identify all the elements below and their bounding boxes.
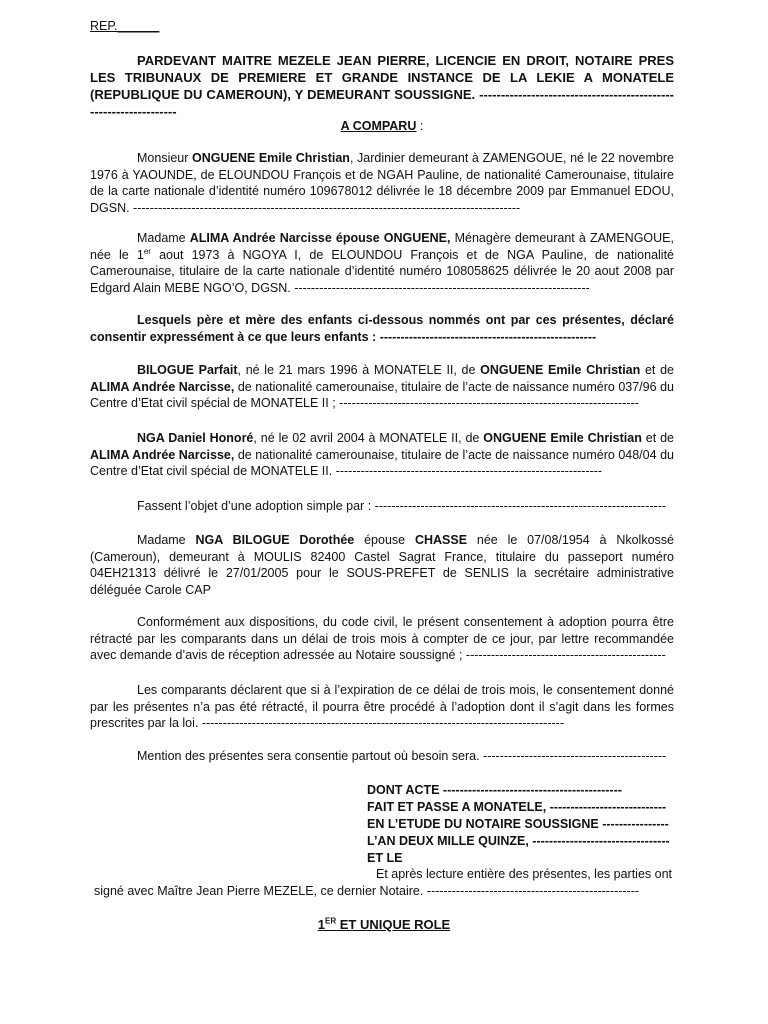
closing-fait-et-passe: FAIT ET PASSE A MONATELE, ----------------------------: [367, 800, 667, 814]
adopter-spouse-name: CHASSE: [414, 533, 468, 547]
adopter-details: née le 07/08/1954 à Nkolkossé (Cameroun), demeurant à MOULIS 82400 Castel Sagrat France, titulaire du passeport numéro 04EH21313 délivré le 27/01/2005 pour le SOUS-PREFET de SENLIS la secrétaire administrative déléguée Carole CAP: [90, 533, 674, 597]
child-one-name: BILOGUE Parfait: [137, 363, 238, 377]
child-two-mother: ALIMA Andrée Narcisse,: [90, 447, 235, 462]
child-one-birth: , né le 21 mars 1996 à MONATELE II, de: [237, 363, 481, 377]
role-text: ET UNIQUE ROLE: [336, 917, 451, 932]
party-father-name: ONGUENE Emile Christian: [192, 151, 350, 165]
closing-etude: EN L’ETUDE DU NOTAIRE SOUSSIGNE ----------------: [367, 817, 669, 831]
party-father-paragraph: [90, 150, 674, 216]
role-footer: [0, 916, 768, 934]
child-one-father: ONGUENE Emile Christian: [480, 363, 641, 377]
closing-dont-acte: DONT ACTE -------------------------------------------: [367, 783, 622, 797]
child-one-paragraph: [90, 362, 674, 412]
child-two-and: et de: [641, 431, 674, 445]
party-mother-title: Madame: [137, 231, 190, 245]
child-two-birth: , né le 02 avril 2004 à MONATELE II, de: [253, 431, 484, 445]
adopter-name: NGA BILOGUE Dorothée: [195, 533, 355, 547]
role-sup: ER: [324, 916, 337, 926]
party-mother-details-b: aout 1973 à NGOYA I, de ELOUNDOU François et de NGA Pauline, de nationalité Camerounaise, titulaire de la carte nationale d’identité numéro 108058625 délivrée le 20 aout 2008 par Edgard Alain MEBE NGO’O, DGSN. -----------------------------------------------------------------------: [90, 247, 674, 295]
child-two-father: ONGUENE Emile Christian: [483, 431, 642, 445]
child-one-details: de nationalité camerounaise, titulaire de l’acte de naissance numéro 037/96 du Centre d’Etat civil spécial de MONATELE II ; ------------------------------------------------------------------------: [90, 379, 674, 410]
a-comparu-label: A COMPARU: [340, 119, 417, 133]
expiry-paragraph: Les comparants déclarent que si à l’expiration de ce délai de trois mois, le consentement donné par les présentes n’a pas été rétracté, il pourra être procédé à l’adoption dont il s’agit dans les formes prescrites par la loi. ---------------------------------------------------------------------------------------: [90, 683, 674, 730]
child-two-paragraph: [90, 430, 674, 480]
closing-reading-line: Et après lecture entière des présentes, les parties ont: [376, 867, 672, 881]
child-one-mother: ALIMA Andrée Narcisse,: [90, 379, 235, 394]
closing-date: ET LE: [367, 851, 403, 865]
adopter-spouse-label: épouse: [354, 533, 415, 547]
child-one-and: et de: [640, 363, 674, 377]
a-comparu-title: [90, 118, 674, 135]
consent-paragraph: Lesquels père et mère des enfants ci-dessous nommés ont par ces présentes, déclaré consentir expressément à ce que leurs enfants : ----------------------------------------------------: [90, 313, 674, 344]
a-comparu-suffix: :: [416, 119, 424, 133]
child-two-name: NGA Daniel Honoré: [137, 431, 254, 445]
party-mother-name: ALIMA Andrée Narcisse épouse ONGUENE,: [189, 231, 451, 245]
party-father-title: Monsieur: [137, 151, 193, 165]
child-two-details: de nationalité camerounaise, titulaire de l’acte de naissance numéro 048/04 du Centre d’Etat civil spécial de MONATELE II. ----------------------------------------------------------------: [90, 447, 674, 478]
reference-number: REP.______: [90, 19, 160, 33]
closing-signature-line: signé avec Maître Jean Pierre MEZELE, ce dernier Notaire. ---------------------------------------------------: [94, 884, 640, 898]
retraction-paragraph: Conformément aux dispositions, du code civil, le présent consentement à adoption pourra être rétracté par les comparants dans un délai de trois mois à compter de ce jour, par lettre recommandée avec demande d’avis de réception adressée au Notaire soussigné ; ------------------------------------------------: [90, 615, 674, 662]
deed-heading: PARDEVANT MAITRE MEZELE JEAN PIERRE, LICENCIE EN DROIT, NOTAIRE PRES LES TRIBUNAUX DE PREMIERE ET GRANDE INSTANCE DE LA LEKIE A MONATELE (REPUBLIQUE DU CAMEROUN), Y DEMEURANT SOUSSIGNE. -----------------------------------------------------------------: [90, 53, 674, 119]
mention-paragraph: Mention des présentes sera consentie partout où besoin sera. --------------------------------------------: [137, 749, 667, 763]
party-mother-paragraph: [90, 230, 674, 296]
adopter-title: Madame: [137, 533, 196, 547]
adoption-statement: Fassent l’objet d’une adoption simple par : ----------------------------------------------------------------------: [137, 499, 667, 513]
party-mother-details-a: Ménagère demeurant à ZAMENGOUE, née le 1: [90, 231, 674, 262]
adopter-paragraph: [90, 532, 674, 598]
party-father-details: , Jardinier demeurant à ZAMENGOUE, né le 22 novembre 1976 à YAOUNDE, de ELOUNDOU François et de NGAH Pauline, de nationalité Camerounaise, titulaire de la carte nationale d’identité numéro 109678012 délivrée le 18 décembre 2009 par Emmanuel EDOU, DGSN. ---------------------------------------------------------------------------------------------: [90, 151, 674, 215]
party-mother-date-sup: er: [143, 246, 151, 256]
role-number: 1: [317, 917, 325, 932]
closing-year: L’AN DEUX MILLE QUINZE, ---------------------------------: [367, 834, 670, 848]
